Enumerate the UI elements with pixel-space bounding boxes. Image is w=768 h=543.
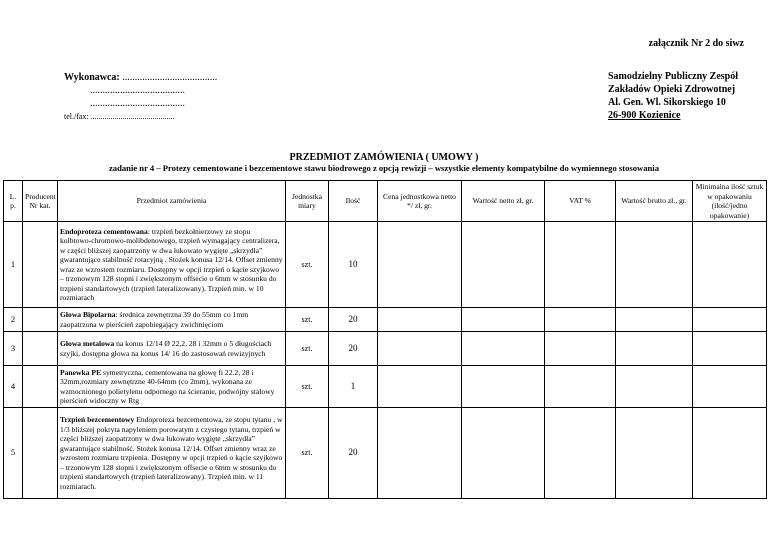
- row-description: [58, 408, 286, 499]
- table-row: [4, 332, 767, 366]
- row-title: Głowa metalowa: [60, 339, 115, 348]
- row-desc-text: : trzpień bezkołnierzowy ze stopu kolbtowo-chromowo-molibdenowego, trzpień wymagający centralizera, w części bliższej zaopatrzony w dwa łukowato wygięte „skrzydła” gwarantujące stabilność rotacyjną . Stożek konusa 12/14. Offset zmienny wraz ze wzrostem rozmiaru. Dostępny w opcji trzpień o kącie szyjkowo – trzonowym 128 stopni i zwiększonym offsecie o 6mm w stosunku do trzpieni standartowych (trzpień lateralizowany). Trzpień min. w 10 rozmiarach: [60, 226, 283, 302]
- row-lp: 1: [4, 222, 23, 308]
- table-row: [4, 308, 767, 332]
- row-min-qty[interactable]: [693, 408, 767, 499]
- buyer-line-1: Samodzielny Publiczny Zespół: [607, 71, 738, 82]
- header-vat: VAT %: [545, 181, 616, 222]
- table-row: [4, 222, 767, 308]
- row-title: Endoproteza cementowana: [60, 226, 148, 236]
- header-subject: Przedmiot zamówienia: [58, 181, 286, 222]
- row-producer[interactable]: [23, 408, 58, 499]
- items-table: [3, 180, 767, 499]
- row-producer[interactable]: [23, 366, 58, 408]
- header-net-value: Wartość netto zł, gr.: [462, 181, 545, 222]
- row-description: [58, 366, 286, 408]
- row-lp: 4: [4, 366, 23, 408]
- row-lp: 3: [4, 332, 23, 366]
- row-unit: szt.: [286, 332, 329, 366]
- contractor-line-2: ......................................: [90, 85, 185, 96]
- row-gross[interactable]: [616, 222, 693, 308]
- row-gross[interactable]: [616, 308, 693, 332]
- row-title: Panewka PE: [60, 367, 102, 377]
- row-vat[interactable]: [545, 332, 616, 366]
- buyer-block: [608, 70, 738, 122]
- row-qty: 20: [329, 408, 378, 499]
- row-lp: 5: [4, 408, 23, 499]
- row-net-value[interactable]: [462, 366, 545, 408]
- row-unit: szt.: [286, 366, 329, 408]
- row-gross[interactable]: [616, 408, 693, 499]
- row-net-value[interactable]: [462, 332, 545, 366]
- task-title: zadanie nr 4 – Protezy cementowane i bezcementowe stawu biodrowego z opcją rewizji – wszystkie elementy kompatybilne do wymiennego stosowania: [108, 163, 659, 173]
- row-vat[interactable]: [545, 222, 616, 308]
- header-min-qty: Minimalna ilość sztuk w opakowaniu (ilość/jedno opakowanie): [693, 181, 767, 222]
- header-gross: Wartość brutto zł., gr.: [616, 181, 693, 222]
- table-row: [4, 366, 767, 408]
- header-unit: Jednostka miary: [286, 181, 329, 222]
- row-unit: szt.: [286, 222, 329, 308]
- row-unit-price[interactable]: [378, 408, 462, 499]
- row-vat[interactable]: [545, 308, 616, 332]
- header-unit-price: Cena jednostkowa netto */ zł, gr.: [378, 181, 462, 222]
- row-desc-text: : średnica zewnętrzna 39 do 55mm co 1mm zaopatrzona w pierścień zapobiegający zwichnięciom: [60, 310, 249, 329]
- row-qty: 10: [329, 222, 378, 308]
- row-net-value[interactable]: [462, 408, 545, 499]
- contractor-line-1: ......................................: [122, 72, 218, 83]
- subject-title: PRZEDMIOT ZAMÓWIENIA ( UMOWY ): [289, 152, 479, 163]
- row-qty: 1: [329, 366, 378, 408]
- tel-label: tel./fax:: [64, 112, 89, 121]
- buyer-line-3: Al. Gen. Wl. Sikorskiego 10: [607, 97, 726, 108]
- row-min-qty[interactable]: [693, 308, 767, 332]
- row-unit-price[interactable]: [378, 366, 462, 408]
- row-unit-price[interactable]: [378, 222, 462, 308]
- header-qty: Ilość: [329, 181, 378, 222]
- tel-value: ..........................................: [90, 112, 175, 121]
- row-net-value[interactable]: [462, 222, 545, 308]
- row-desc-text: Endoproteza bezcementowa, ze stopu tytanu , w 1/3 bliższej pokryta napyleniem porowatym z czystego tytanu, trzpień w części bliższej zaopatrzony w dwa łukowato wygięte „skrzydła” gwarantujące stabilność. Stożek konusa 12/14. Offset zmienny wraz ze wzrostem rozmiaru trzpienia. Dostępny w opcji trzpień o kącie szyjkowo – trzonowym 128 stopni i zwiększonym offsecie o 6mm w stosunku do trzpieni standartowych (trzpień lateralizowany). Trzpień min. w 11 rozmiarach.: [60, 415, 283, 491]
- row-vat[interactable]: [545, 408, 616, 499]
- row-qty: 20: [329, 332, 378, 366]
- row-qty: 20: [329, 308, 378, 332]
- row-producer[interactable]: [23, 222, 58, 308]
- row-title: Głowa Bipolarna: [60, 310, 116, 319]
- row-net-value[interactable]: [462, 308, 545, 332]
- row-desc-text: symetryczna, cementowana na głowę fi 22.2, 28 i 32mm,rozmiary zewnętrzne 40-64mm (co 2mm), wykonana ze wzmocnionego polietylenu odpornego na ścieranie, podwójny stalowy pierścień widoczny w Rtg: [60, 367, 275, 405]
- contractor-line-3: ......................................: [90, 98, 185, 109]
- row-unit: szt.: [286, 308, 329, 332]
- row-min-qty[interactable]: [693, 222, 767, 308]
- row-min-qty[interactable]: [693, 332, 767, 366]
- row-min-qty[interactable]: [693, 366, 767, 408]
- contractor-label: Wykonawca:: [64, 72, 120, 83]
- contractor-block: [64, 71, 217, 123]
- buyer-line-4: 26-900 Kozienice: [607, 110, 681, 121]
- row-description: [58, 308, 286, 332]
- row-title: Trzpień bezcementowy: [60, 415, 135, 424]
- row-lp: 2: [4, 308, 23, 332]
- header-lp: L. p.: [4, 181, 23, 222]
- row-unit-price[interactable]: [378, 308, 462, 332]
- table-header-row: [4, 181, 767, 222]
- row-description: [58, 332, 286, 366]
- row-unit: szt.: [286, 408, 329, 499]
- row-producer[interactable]: [23, 308, 58, 332]
- row-gross[interactable]: [616, 366, 693, 408]
- attachment-label: załącznik Nr 2 do siwz: [648, 38, 744, 49]
- row-vat[interactable]: [545, 366, 616, 408]
- buyer-line-2: Zakładów Opieki Zdrowotnej: [607, 84, 736, 95]
- row-gross[interactable]: [616, 332, 693, 366]
- header-producer: Producent Nr kat.: [23, 181, 58, 222]
- table-row: [4, 408, 767, 499]
- row-desc-text: na konus 12/14 Ø 22,2, 28 i 32mm o 5 długościach szyjki, dostępna głowa na konus 14/ 16 do zastosowań rewizyjnych: [60, 339, 272, 358]
- row-producer[interactable]: [23, 332, 58, 366]
- row-description: [58, 222, 286, 308]
- row-unit-price[interactable]: [378, 332, 462, 366]
